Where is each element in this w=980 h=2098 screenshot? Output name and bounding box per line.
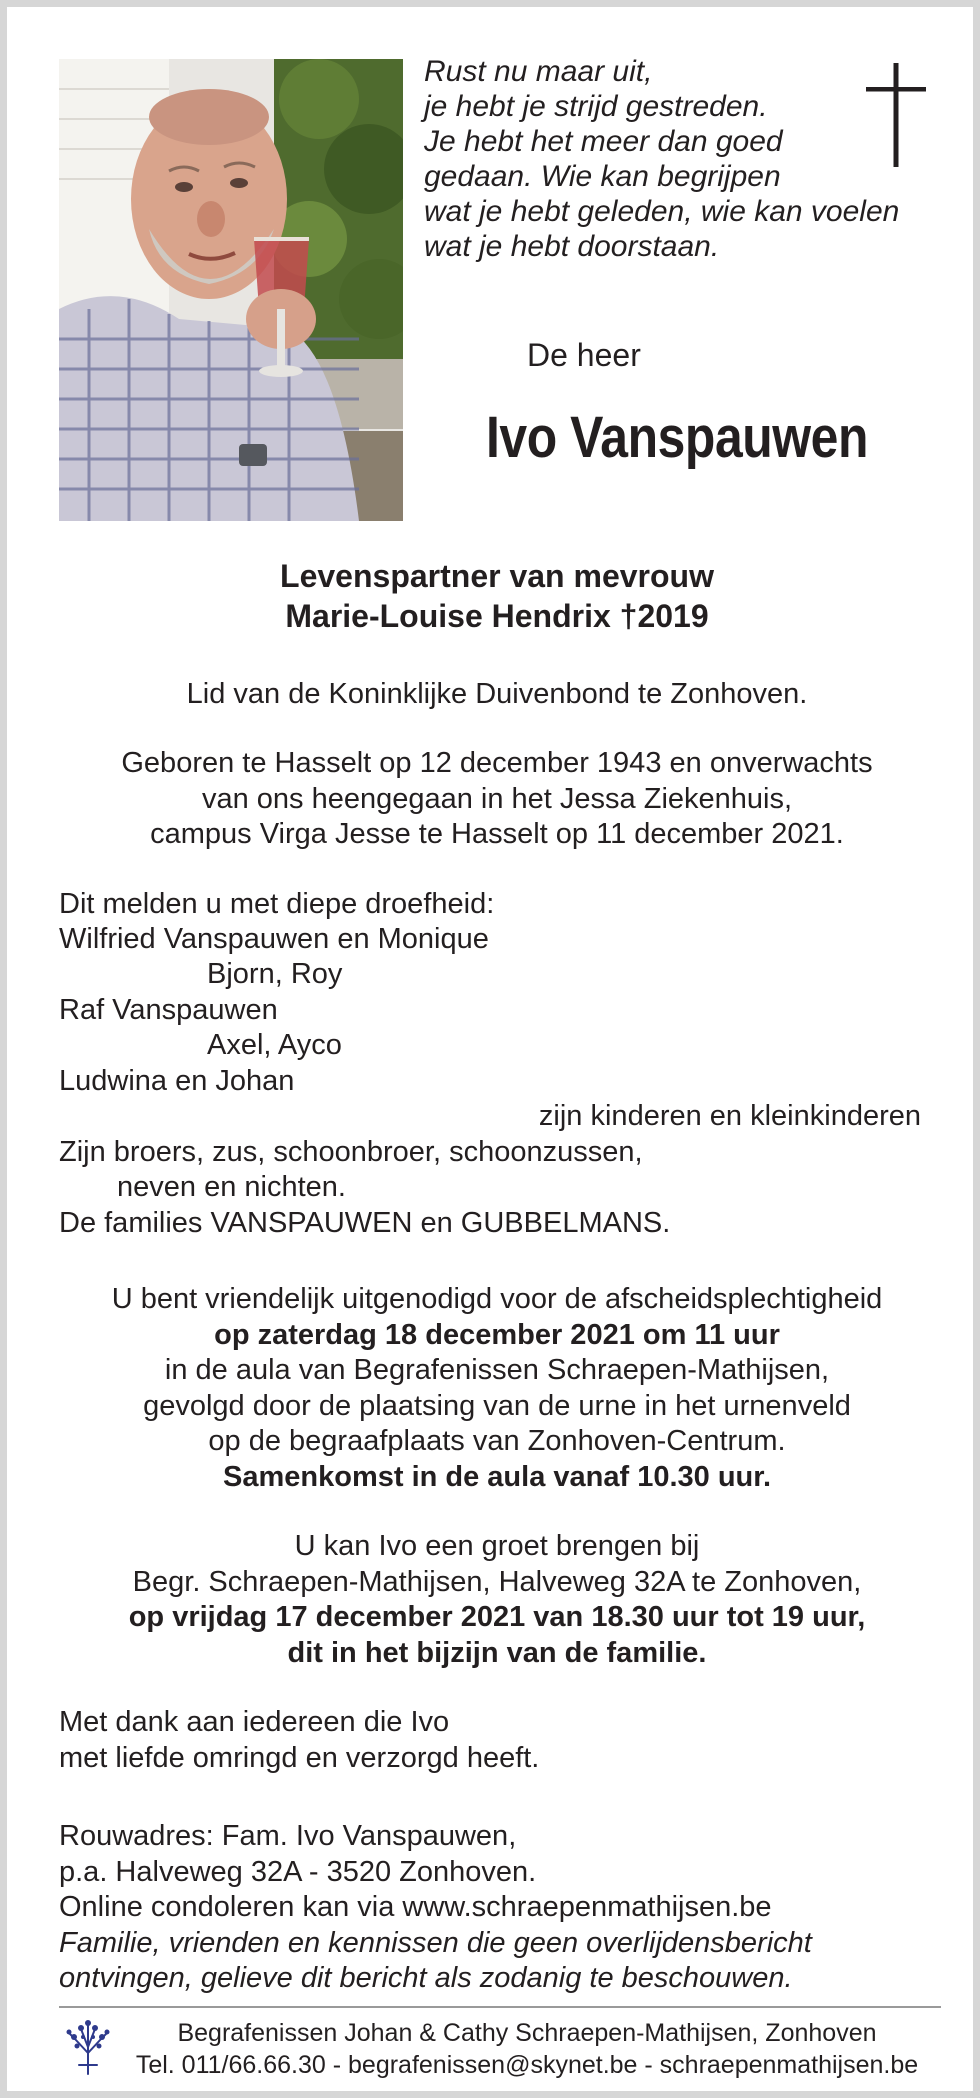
poem-line: Je hebt het meer dan goed (424, 125, 783, 158)
poem-line: je hebt je strijd gestreden. (424, 90, 768, 123)
birth-line: Geboren te Hasselt op 12 december 1943 en onverwachts (121, 747, 873, 779)
footer-company: Begrafenissen Johan & Cathy Schraepen-Mathijsen, Zonhoven (177, 2019, 877, 2047)
membership: Lid van de Koninklijke Duivenbond te Zonhoven. (186, 678, 808, 710)
ceremony-cemetery: op de begraafplaats van Zonhoven-Centrum. (208, 1425, 786, 1457)
poem (424, 54, 900, 264)
visit-block (47, 1529, 947, 1671)
family-names: De families VANSPAUWEN en GUBBELMANS. (59, 1207, 671, 1239)
family-siblings: Zijn broers, zus, schoonbroer, schoonzussen, (59, 1136, 643, 1168)
family-line: Raf Vanspauwen (59, 994, 278, 1026)
ceremony-date: op zaterdag 18 december 2021 om 11 uur (214, 1318, 780, 1351)
partner-line: Levenspartner van mevrouw (280, 558, 714, 594)
visit-intro: U kan Ivo een groet brengen bij (294, 1530, 700, 1562)
family-cousins: neven en nichten. (117, 1171, 346, 1203)
visit-address: Begr. Schraepen-Mathijsen, Halveweg 32A te Zonhoven, (132, 1565, 862, 1598)
notice-line: Familie, vrienden en kennissen die geen overlijdensbericht (59, 1926, 812, 1959)
family-intro: Dit melden u met diepe droefheid: (59, 888, 495, 920)
deceased-name: Ivo Vanspauwen (485, 405, 869, 470)
online-condolences: Online condoleren kan via www.schraepenmathijsen.be (59, 1891, 772, 1923)
postal-address: p.a. Halveweg 32A - 3520 Zonhoven. (59, 1855, 537, 1888)
ceremony-invite: U bent vriendelijk uitgenodigd voor de afscheidsplechtigheid (111, 1283, 883, 1315)
poem-line: wat je hebt doorstaan. (424, 230, 720, 263)
birth-line: van ons heengegaan in het Jessa Ziekenhuis, (201, 782, 793, 815)
visit-date: op vrijdag 17 december 2021 van 18.30 uur tot 19 uur, (128, 1601, 866, 1633)
poem-line: gedaan. Wie kan begrijpen (424, 160, 781, 193)
address-block (59, 1819, 812, 1997)
family-line: Axel, Ayco (207, 1029, 342, 1061)
cross-icon (866, 63, 926, 172)
tree-logo-icon (65, 2019, 111, 2080)
family-line: Bjorn, Roy (207, 958, 343, 990)
thanks-line: met liefde omringd en verzorgd heeft. (59, 1741, 540, 1774)
thanks-block (59, 1705, 539, 1776)
ceremony-block (47, 1282, 947, 1495)
poem-line: Rust nu maar uit, (424, 55, 653, 88)
footer-text (127, 2017, 927, 2081)
thanks-line: Met dank aan iedereen die Ivo (59, 1706, 450, 1738)
footer-contact: Tel. 011/66.66.30 - begrafenissen@skynet.be - schraepenmathijsen.be (135, 2051, 919, 2079)
ceremony-place: in de aula van Begrafenissen Schraepen-Mathijsen, (164, 1354, 830, 1386)
salutation: De heer (527, 337, 641, 373)
ceremony-gathering: Samenkomst in de aula vanaf 10.30 uur. (223, 1460, 771, 1493)
birth-block (47, 746, 947, 853)
notice-line: ontvingen, gelieve dit bericht als zodanig te beschouwen. (59, 1962, 793, 1994)
partner-line: Marie-Louise Hendrix †2019 (285, 598, 709, 634)
visit-note: dit in het bijzijn van de familie. (287, 1636, 707, 1669)
footer-divider (59, 2006, 941, 2008)
partner-block (47, 556, 947, 636)
ceremony-urn: gevolgd door de plaatsing van de urne in het urnenveld (143, 1389, 851, 1422)
portrait-photo (59, 59, 403, 521)
family-line: Ludwina en Johan (59, 1065, 295, 1097)
rouwadres: Rouwadres: Fam. Ivo Vanspauwen, (59, 1820, 517, 1852)
birth-line: campus Virga Jesse te Hasselt op 11 december 2021. (150, 818, 844, 850)
family-relation: zijn kinderen en kleinkinderen (538, 1100, 921, 1132)
family-line: Wilfried Vanspauwen en Monique (59, 923, 489, 955)
poem-line: wat je hebt geleden, wie kan voelen (424, 195, 900, 228)
